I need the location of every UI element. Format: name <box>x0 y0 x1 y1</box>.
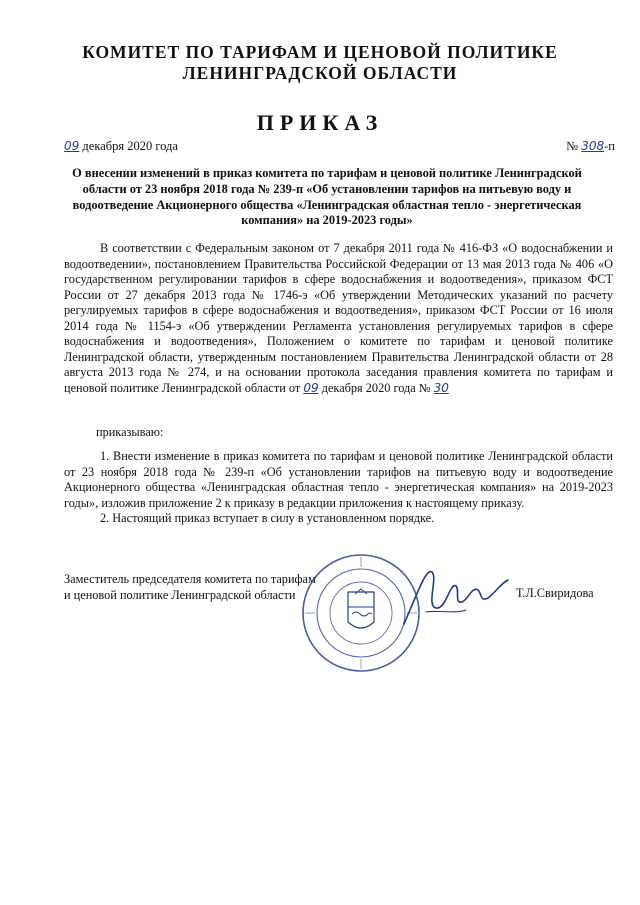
order-items <box>64 449 613 527</box>
order-item-1: 1. Внести изменение в приказ комитета по тарифам и ценовой политике Ленинградской области от 23 ноября 2018 года № 239-п «Об установлении тарифов на питьевую воду и водоотведение Акционерного общества «Ленинградская областная тепло - энергетическая компания» на 2019-2023 годы», изложив приложение 2 к приказу в редакции приложения к настоящему приказу. <box>64 449 613 510</box>
handwritten-order-number: 308 <box>581 139 605 153</box>
protocol-date-text: декабря 2020 года № <box>321 380 431 395</box>
legal-basis-paragraph <box>64 241 613 396</box>
org-name-line1: КОМИТЕТ ПО ТАРИФАМ И ЦЕНОВОЙ ПОЛИТИКЕ <box>82 42 558 62</box>
handwritten-protocol-number: 30 <box>433 380 449 395</box>
signatory-position-line1: Заместитель председателя комитета по тарифам <box>64 572 316 586</box>
order-number-prefix: № <box>566 139 579 153</box>
handwritten-date-day: 09 <box>64 139 80 153</box>
signatory-name: Т.Л.Свиридова <box>516 586 594 600</box>
signatory-position-line2: и ценовой политике Ленинградской области <box>64 587 296 602</box>
order-date-text: декабря 2020 года <box>82 139 178 153</box>
order-date <box>64 139 178 154</box>
document-type-title: ПРИКАЗ <box>256 110 384 135</box>
signatory-position <box>64 572 334 603</box>
legal-basis-text: В соответствии с Федеральным законом от 7 декабря 2011 года № 416-ФЗ «О водоснабжении и водоотведении», постановлением Правительства Российской Федерации от 13 мая 2013 года № 406 «О государственном регулировании тарифов в сфере водоснабжения и водоотведения», приказом ФСТ России от 27 декабря 2013 года № 1746-э «Об утверждении Методических указаний по расчету регулируемых тарифов в сфере водоснабжения и водоотведения», приказом ФСТ России от 16 июля 2014 года № 1154-э «Об утверждении Регламента установления регулируемых тарифов в сфере водоснабжения и водоотведения», Положением о комитете по тарифам и ценовой политике Ленинградской области, утвержденным постановлением Правительства Ленинградской области от 28 августа 2013 года № 274, и на основании протокола заседания правления комитета по тарифам и ценовой политике Ленинградской области от <box>64 241 613 395</box>
handwritten-protocol-day: 09 <box>303 380 319 395</box>
order-number <box>566 139 615 154</box>
handwritten-signature <box>396 562 516 632</box>
order-number-suffix: -п <box>604 139 615 153</box>
org-name-line2: ЛЕНИНГРАДСКОЙ ОБЛАСТИ <box>182 63 458 83</box>
signature-graphic <box>396 562 516 632</box>
order-item-2: 2. Настоящий приказ вступает в силу в установленном порядке. <box>100 511 435 525</box>
directive-word: приказываю: <box>96 425 164 439</box>
order-subject: О внесении изменений в приказ комитета по тарифам и ценовой политике Ленинградской области от 23 ноября 2018 года № 239-п «Об установлении тарифов на питьевую воду и водоотведение Акционерного общества «Ленинградская областная тепло - энергетическая компания» на 2019-2023 годы» <box>72 166 582 228</box>
